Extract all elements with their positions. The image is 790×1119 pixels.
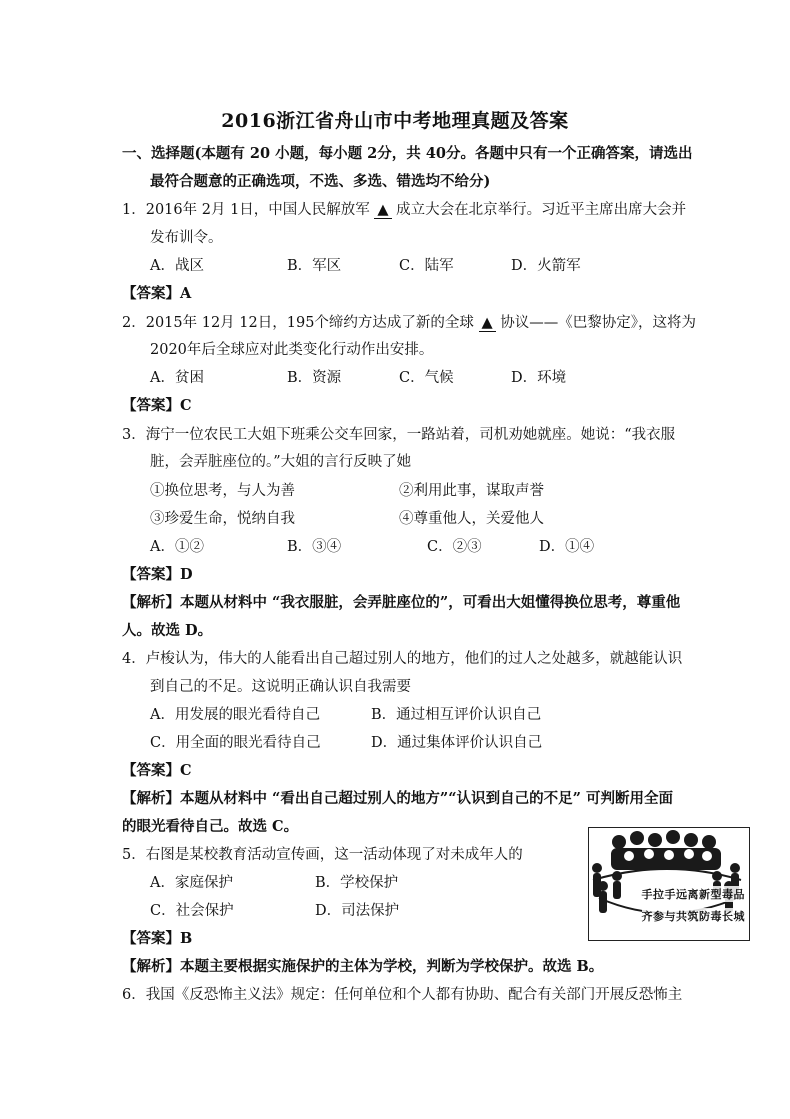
q1-option-a: A．战区 [150,258,204,274]
q4-analysis-line2: 的眼光看待自己。故选 C。 [122,818,299,835]
q1-stem-pre: 1．2016年 2月 1日，中国人民解放军 [122,202,370,218]
q6-stem-line1: 6．我国《反恐怖主义法》规定：任何单位和个人都有协助、配合有关部门开展反恐怖主 [122,987,683,1003]
q2-answer: 【答案】C [122,397,192,414]
q5-answer: 【答案】B [122,930,193,947]
q2-stem-line1 [122,313,696,333]
q3-answer: 【答案】D [122,566,193,583]
q1-stem-post: 成立大会在北京举行。习近平主席出席大会并 [396,202,687,218]
q3-stem-line2: 脏，会弄脏座位的。”大姐的言行反映了她 [150,454,412,470]
poster-caption-line2: 齐参与共筑防毒长城 [641,910,745,923]
q5-stem-line1: 5．右图是某校教育活动宣传画，这一活动体现了对未成年人的 [122,847,523,863]
q2-stem-pre: 2．2015年 12月 12日，195个缔约方达成了新的全球 [122,315,474,331]
q2-option-a: A．贫困 [150,370,204,386]
q1-option-c: C．陆军 [399,258,454,274]
q5-option-b: B．学校保护 [315,875,399,891]
q5-analysis: 【解析】本题主要根据实施保护的主体为学校，判断为学校保护。故选 B。 [122,958,604,975]
q3-analysis-line1: 【解析】本题从材料中 “我衣服脏，会弄脏座位的”，可看出大姐懂得换位思考，尊重他 [122,594,681,611]
q2-stem-post: 协议——《巴黎协定》，这将为 [500,315,697,331]
q5-option-c: C．社会保护 [150,903,234,919]
q3-item-3: ③珍爱生命，悦纳自我 [150,511,295,527]
q3-option-d: D．①④ [539,539,595,555]
q3-option-c: C．②③ [427,539,482,555]
q5-option-a: A．家庭保护 [150,875,233,891]
q3-item-2: ②利用此事，谋取声誉 [399,483,544,499]
section-heading-line1: 一、选择题(本题有 20 小题，每小题 2分，共 40分。各题中只有一个正确答案，请选出 [122,145,693,162]
q4-option-c: C．用全面的眼光看待自己 [150,735,321,751]
q4-option-a: A．用发展的眼光看待自己 [150,707,320,723]
q1-answer: 【答案】A [122,285,192,302]
q4-answer: 【答案】C [122,762,192,779]
q1-stem-line2: 发布训令。 [150,230,223,246]
q3-item-1: ①换位思考，与人为善 [150,483,295,499]
q1-blank-marker: ▲ [374,202,391,219]
q3-stem-line1: 3．海宁一位农民工大姐下班乘公交车回家，一路站着，司机劝她就座。她说：“我衣服 [122,427,676,443]
poster-caption-line1: 手拉手远离新型毒品 [641,888,745,901]
q2-option-d: D．环境 [511,370,567,386]
q4-analysis-line1: 【解析】本题从材料中 “看出自己超过别人的地方”“认识到自己的不足” 可判断用全面 [122,790,673,807]
q4-stem-line1: 4．卢梭认为，伟大的人能看出自己超过别人的地方，他们的过人之处越多，就越能认识 [122,651,683,667]
q2-option-b: B．资源 [287,370,342,386]
q1-stem-line1 [122,200,686,220]
q4-option-b: B．通过相互评价认识自己 [371,707,542,723]
q3-option-a: A．①② [150,539,204,555]
campaign-poster-image [588,827,750,941]
q5-option-d: D．司法保护 [315,903,400,919]
q4-stem-line2: 到自己的不足。这说明正确认识自我需要 [150,679,411,695]
q2-option-c: C．气候 [399,370,454,386]
q3-option-b: B．③④ [287,539,342,555]
page-title: 2016浙江省舟山市中考地理真题及答案 [221,110,569,132]
q1-option-b: B．军区 [287,258,342,274]
q4-option-d: D．通过集体评价认识自己 [371,735,543,751]
q3-analysis-line2: 人。故选 D。 [122,622,213,639]
q2-stem-line2: 2020年后全球应对此类变化行动作出安排。 [150,342,434,358]
section-heading-line2: 最符合题意的正确选项，不选、多选、错选均不给分) [150,173,491,190]
q2-blank-marker: ▲ [479,315,496,332]
q3-item-4: ④尊重他人，关爱他人 [399,511,544,527]
q1-option-d: D．火箭军 [511,258,581,274]
